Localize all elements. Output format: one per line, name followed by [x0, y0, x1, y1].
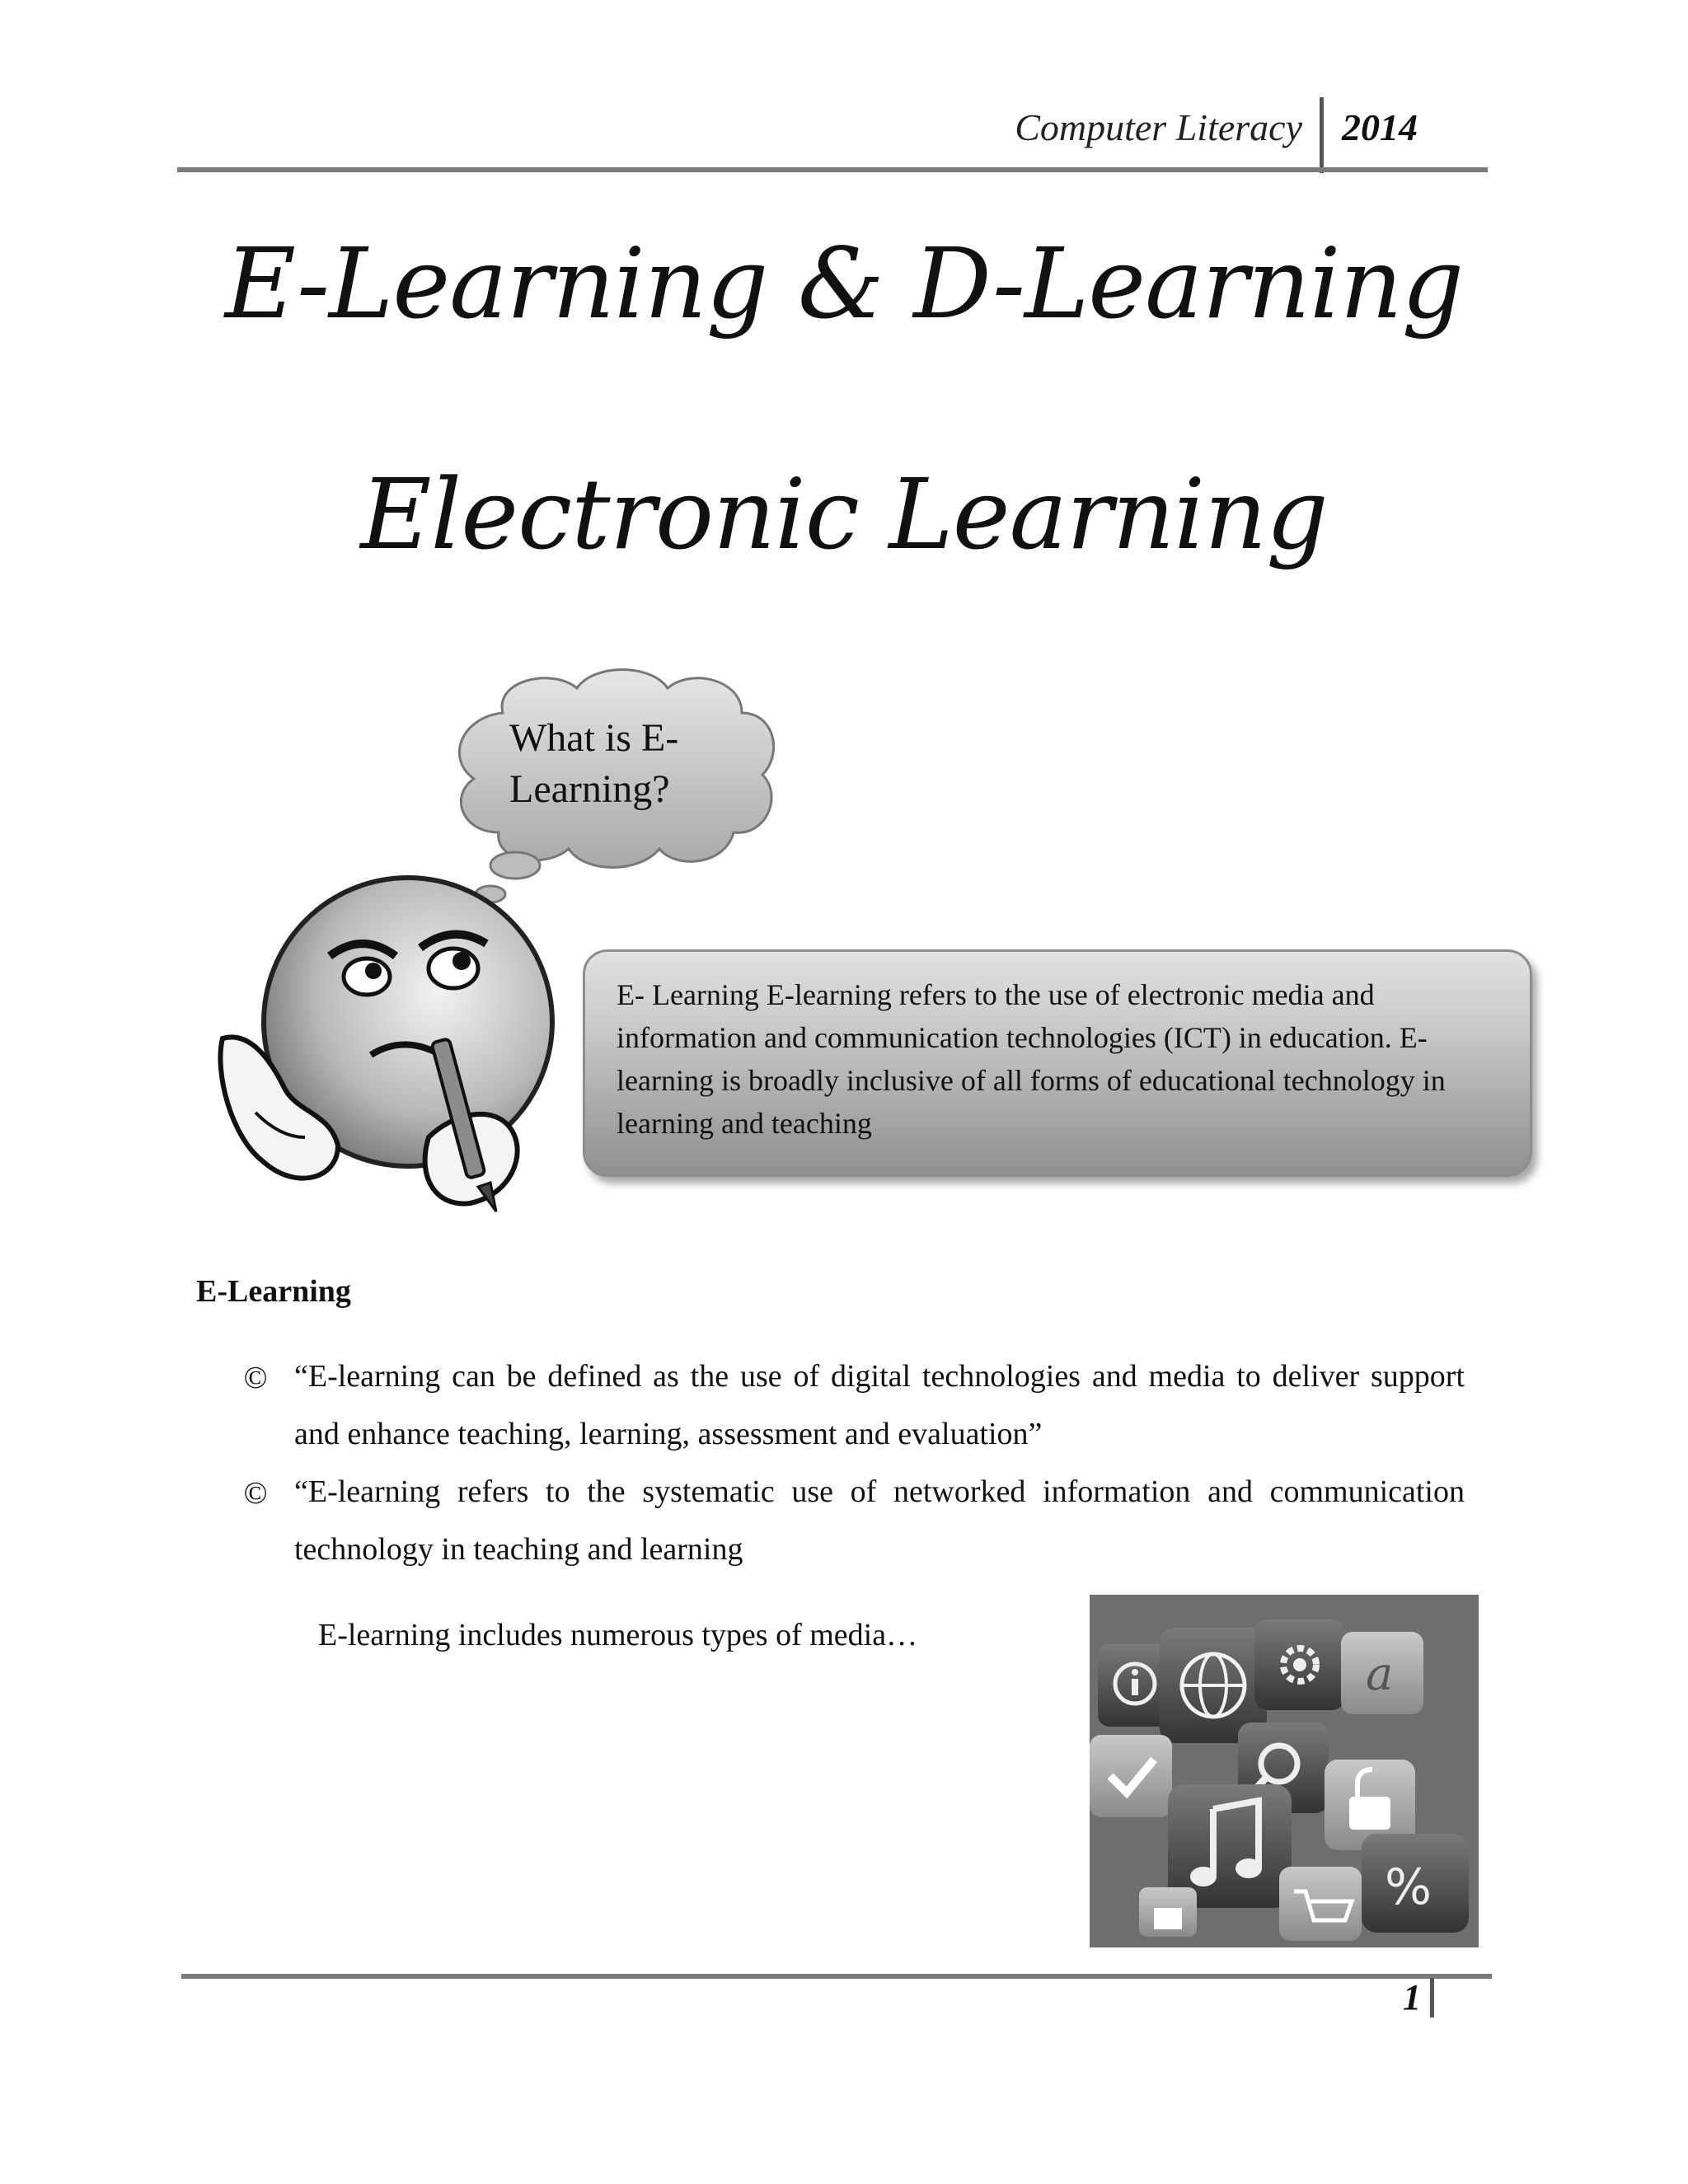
- bullet-symbol: ©: [243, 1361, 268, 1395]
- definition-bullet-1: “E-learning can be defined as the use of digital technologies and media to deliver support and enhance teaching, learning, assessment and evaluation”: [294, 1359, 1465, 1451]
- header-rule: [177, 167, 1488, 172]
- page-title: E-Learning & D-Learning: [224, 227, 1464, 340]
- footer-rule: [181, 1974, 1492, 1979]
- lock-icon: [1139, 1887, 1197, 1937]
- thinking-face-illustration: [206, 865, 602, 1228]
- svg-text:%: %: [1385, 1858, 1432, 1916]
- gear-icon: [1254, 1619, 1345, 1710]
- running-header-year: 2014: [1342, 106, 1418, 148]
- thought-cloud-line-1: What is E-: [509, 716, 679, 760]
- definition-callout: [583, 949, 1532, 1177]
- media-intro-text: E-learning includes numerous types of media…: [318, 1618, 918, 1652]
- letter-a-icon: [1341, 1632, 1423, 1714]
- svg-text:a: a: [1366, 1647, 1394, 1701]
- page-subtitle: Electronic Learning: [360, 457, 1328, 571]
- cart-icon: [1279, 1867, 1362, 1941]
- definition-callout-text: E- Learning E-learning refers to the use of electronic media and information and communication technologies (ICT) in education. E-learning is broadly inclusive of all forms of educational technology in learning and teaching: [617, 978, 1446, 1140]
- media-icons-image: [1090, 1595, 1479, 1947]
- thought-cloud-line-2: Learning?: [509, 767, 670, 811]
- bullet-symbol: ©: [243, 1476, 268, 1511]
- footer-divider: [1430, 1978, 1434, 2018]
- checkmark-icon: [1090, 1735, 1172, 1817]
- percent-icon: [1362, 1834, 1469, 1933]
- running-header-subject: Computer Literacy: [1015, 106, 1302, 148]
- definition-bullet-2: “E-learning refers to the systematic use of networked information and communication technology in teaching and learning: [294, 1474, 1465, 1567]
- section-heading: E-Learning: [196, 1274, 351, 1309]
- header-divider: [1320, 97, 1324, 173]
- page-number: 1: [1403, 1977, 1421, 2018]
- thought-cloud-text: [509, 713, 757, 815]
